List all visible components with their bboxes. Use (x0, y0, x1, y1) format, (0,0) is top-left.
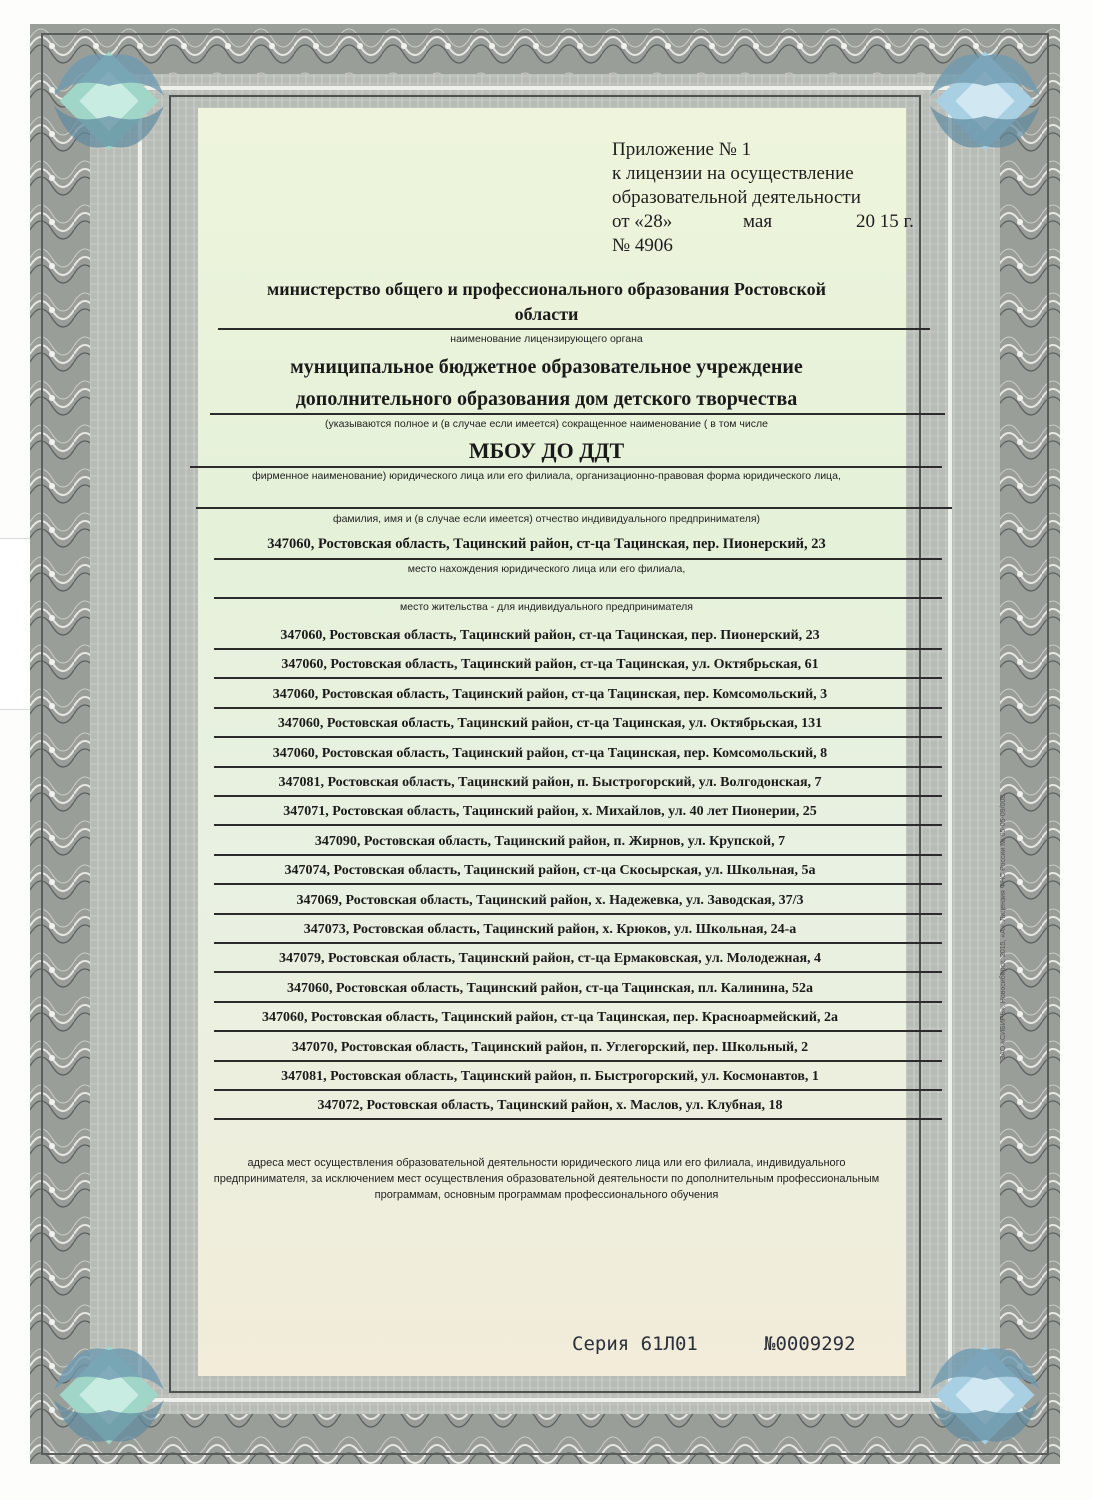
activity-address-underline (214, 648, 942, 650)
org-short-name-underline (190, 466, 942, 468)
legal-address: 347060, Ростовская область, Тацинский район, ст-ца Тацинская, пер. Пионерский, 23 (267, 536, 826, 552)
activity-address-underline (214, 1089, 942, 1091)
activity-address-underline (214, 1030, 942, 1032)
corner-ornament-icon (44, 1330, 174, 1460)
legal-address-underline (214, 558, 942, 560)
activity-address: 347060, Ростовская область, Тацинский район, ст-ца Тацинская, ул. Октябрьская, 61 (281, 657, 819, 672)
org-full-name-line1: муниципальное бюджетное образовательное учреждение (290, 356, 803, 378)
addresses-caption-line2: предпринимателя, за исключением мест осуществления образовательной деятельности по дополнительным профессиональным (213, 1173, 880, 1185)
license-number: № 4906 (612, 235, 673, 256)
activity-address-underline (214, 1060, 942, 1062)
activity-address-underline (214, 1001, 942, 1003)
authority-name-line1: министерство общего и профессионального образования Ростовской (266, 279, 827, 299)
activity-address: 347060, Ростовская область, Тацинский район, ст-ца Тацинская, пл. Калинина, 52а (287, 981, 813, 996)
ip-name-underline (196, 507, 952, 509)
residence-caption: место жительства - для индивидуального предпринимателя (400, 601, 693, 613)
form-number: №0009292 (764, 1333, 856, 1355)
activity-address-underline (214, 854, 942, 856)
activity-address: 347072, Ростовская область, Тацинский район, х. Маслов, ул. Клубная, 18 (317, 1098, 783, 1113)
activity-address-underline (214, 795, 942, 797)
activity-address: 347069, Ростовская область, Тацинский район, х. Надежевка, ул. Заводская, 37/3 (296, 893, 804, 908)
activity-address-underline (214, 942, 942, 944)
activity-address-underline (214, 971, 942, 973)
activity-address-underline (214, 736, 942, 738)
activity-address-underline (214, 766, 942, 768)
activity-address: 347060, Ростовская область, Тацинский район, ст-ца Тацинская, пер. Комсомольский, 8 (272, 746, 828, 761)
org-caption-1: (указываются полное и (в случае если имеется) сокращенное наименование ( в том числе (325, 418, 768, 430)
activity-address-underline (214, 883, 942, 885)
activity-address: 347070, Ростовская область, Тацинский район, п. Углегорский, пер. Школьный, 2 (291, 1040, 809, 1055)
appendix-activity-line: образовательной деятельности (612, 187, 861, 208)
activity-address: 347074, Ростовская область, Тацинский район, ст-ца Скосырская, ул. Школьная, 5а (284, 863, 816, 878)
authority-caption: наименование лицензирующего органа (450, 333, 643, 345)
org-name-underline (210, 413, 945, 415)
activity-address-underline (214, 1118, 942, 1120)
addresses-caption-line1: адреса мест осуществления образовательной деятельности юридического лица или его филиала, индивидуального (247, 1157, 846, 1169)
activity-address: 347081, Ростовская область, Тацинский район, п. Быстрогорский, ул. Волгодонская, 7 (278, 775, 822, 790)
activity-address: 347060, Ростовская область, Тацинский район, ст-ца Тацинская, ул. Октябрьская, 131 (277, 716, 823, 731)
printer-note: ЗАО «СИБИРЬ», Новосибирск, 2015, «А». Лицензия ФНС России № 05-05-09/008. (1000, 792, 1007, 1060)
appendix-license-line: к лицензии на осуществление (612, 163, 854, 184)
corner-ornament-icon (920, 1330, 1050, 1460)
appendix-number: Приложение № 1 (612, 139, 752, 160)
residence-underline (214, 597, 942, 599)
org-caption-2: фирменное наименование) юридического лица или его филиала, организационно-правовая форма юридического лица, (252, 470, 841, 482)
addresses-caption-line3: программам, основным программам профессионального обучения (374, 1189, 719, 1201)
appendix-date-year: 20 15 г. (856, 211, 914, 232)
authority-name-line2: области (514, 304, 579, 324)
activity-address: 347081, Ростовская область, Тацинский район, п. Быстрогорский, ул. Космонавтов, 1 (281, 1069, 819, 1084)
appendix-date-month: мая (743, 211, 773, 232)
activity-address-underline (214, 707, 942, 709)
corner-ornament-icon (44, 36, 174, 166)
activity-address-underline (214, 913, 942, 915)
org-caption-3: фамилия, имя и (в случае если имеется) отчество индивидуального предпринимателя) (332, 513, 761, 525)
form-series: Серия 61Л01 (572, 1333, 698, 1355)
activity-address-underline (214, 824, 942, 826)
activity-address: 347071, Ростовская область, Тацинский район, х. Михайлов, ул. 40 лет Пионерии, 25 (283, 804, 817, 819)
org-full-name-line2: дополнительного образования дом детского творчества (295, 388, 798, 410)
activity-address: 347060, Ростовская область, Тацинский район, ст-ца Тацинская, пер. Красноармейский, 2а (262, 1010, 838, 1025)
appendix-date-day: от «28» (612, 211, 673, 232)
corner-ornament-icon (920, 36, 1050, 166)
activity-address-underline (214, 677, 942, 679)
activity-address: 347073, Ростовская область, Тацинский район, х. Крюков, ул. Школьная, 24-а (303, 922, 797, 937)
authority-underline (218, 328, 930, 330)
org-short-name: МБОУ ДО ДДТ (468, 438, 625, 463)
activity-address: 347060, Ростовская область, Тацинский район, ст-ца Тацинская, пер. Пионерский, 23 (280, 628, 820, 643)
activity-address: 347060, Ростовская область, Тацинский район, ст-ца Тацинская, пер. Комсомольский, 3 (272, 687, 828, 702)
activity-address: 347079, Ростовская область, Тацинский район, ст-ца Ермаковская, ул. Молодежная, 4 (278, 951, 822, 966)
legal-address-caption: место нахождения юридического лица или его филиала, (407, 563, 686, 575)
activity-address: 347090, Ростовская область, Тацинский район, п. Жирнов, ул. Крупской, 7 (314, 834, 786, 849)
